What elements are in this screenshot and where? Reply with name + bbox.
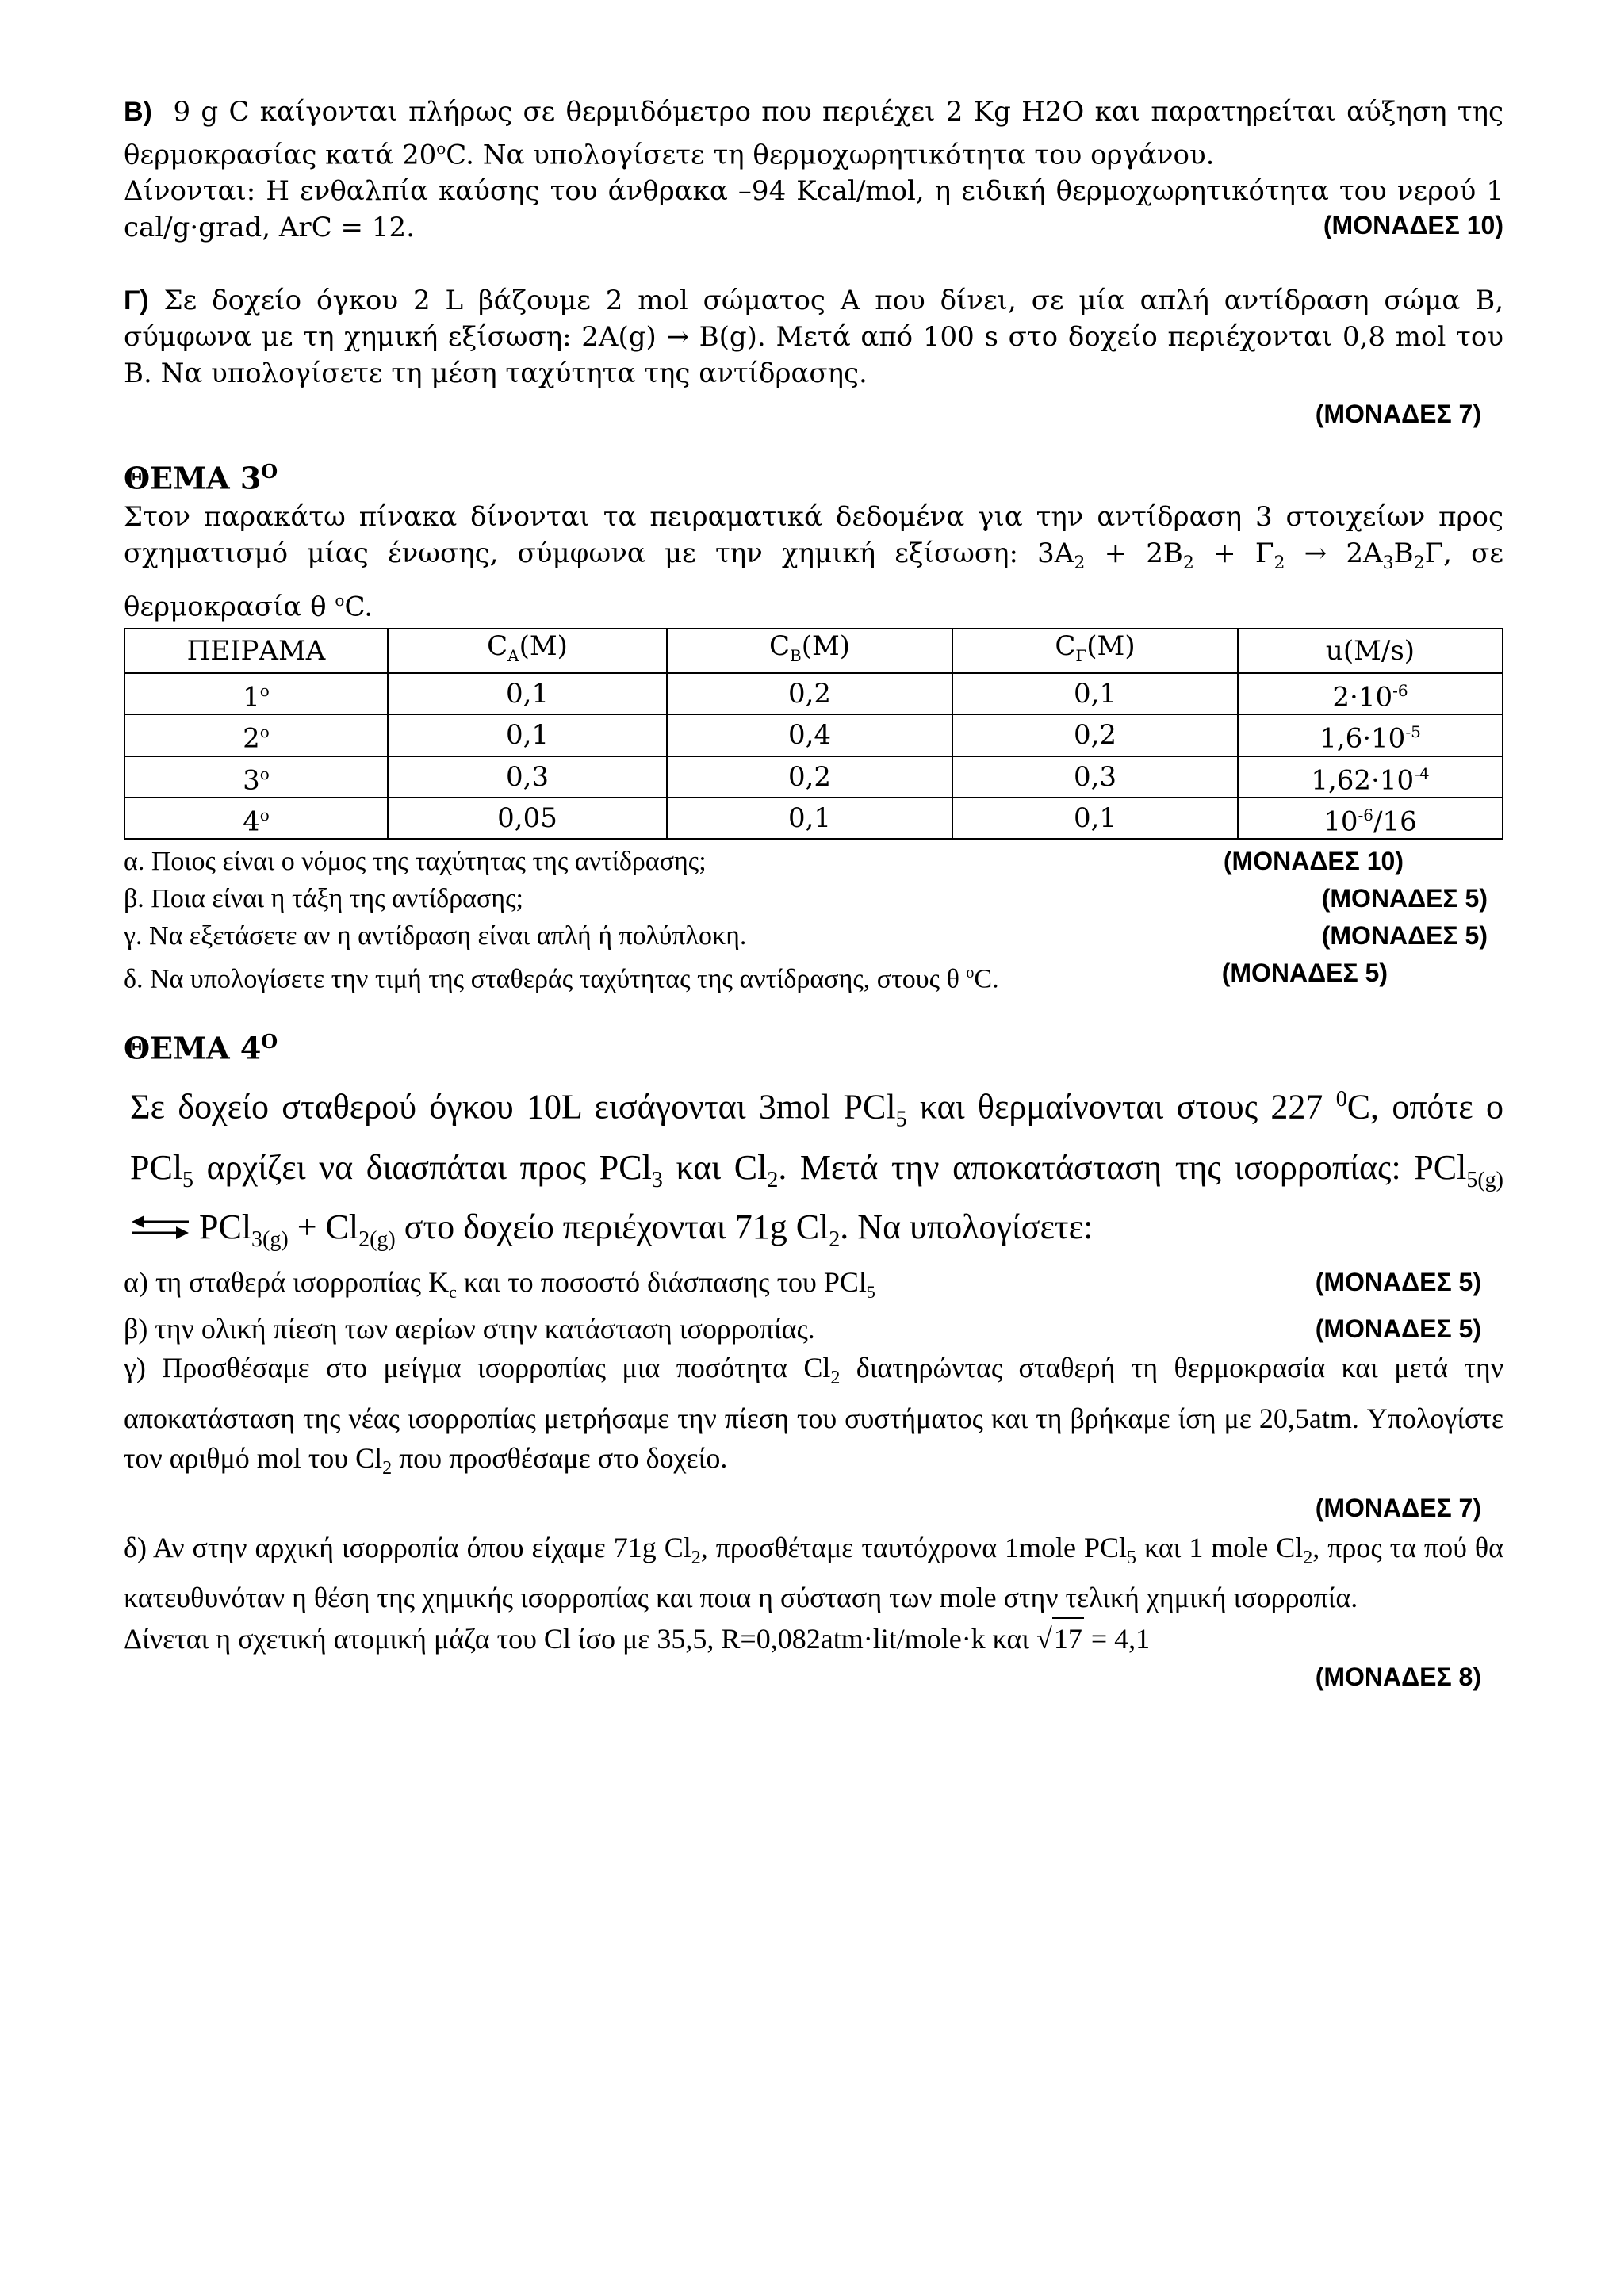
- question-4a: α) τη σταθερά ισορροπίας $K_c$ και το ποσοστό διάσπασης του PCl$_5$ (ΜΟΝΑΔΕΣ 5): [124, 1266, 1481, 1303]
- part-c-label: Γ): [124, 285, 149, 316]
- question-3c: γ. Να εξετάσετε αν η αντίδραση είναι απλή ή πολύπλοκη. (ΜΟΝΑΔΕΣ 5): [124, 921, 1488, 951]
- question-4d-marks: (ΜΟΝΑΔΕΣ 8): [1315, 1663, 1481, 1691]
- part-c-marks: (ΜΟΝΑΔΕΣ 7): [1315, 400, 1481, 429]
- header-ca: $C_A(M)$: [388, 629, 667, 673]
- table-row: $2^o$ 0,1 0,4 0,2 $1,6\cdot 10^{-5}$: [124, 714, 1503, 756]
- question-3a: α. Ποιος είναι ο νόμος της ταχύτητας της αντίδρασης; (ΜΟΝΑΔΕΣ 10): [124, 847, 1404, 877]
- theme-3-questions: [124, 843, 1503, 997]
- theme-3: [124, 452, 1503, 997]
- sqrt-icon: √: [1036, 1623, 1052, 1655]
- part-b-marks: (ΜΟΝΑΔΕΣ 10): [1323, 211, 1503, 240]
- question-4d: δ) Αν στην αρχική ισορροπία όπου είχαμε 71g $Cl_2$, προσθέταμε ταυτόχρονα 1mole PCl$_5$ και 1 mole $Cl_2$, προς τα πού θα κατευθυνόταν η θέση της χημικής ισορροπίας και ποια η σύσταση των mole στην τελική χημική ισορροπία.: [124, 1531, 1503, 1613]
- theme-4-title: ΘΕΜΑ $4^O$: [124, 1029, 278, 1066]
- question-4c: γ) Προσθέσαμε στο μείγμα ισορροπίας μια ποσότητα $Cl_2$ διατηρώντας σταθερή τη θερμοκρασία και μετά την αποκατάσταση της νέας ισορροπίας μετρήσαμε την πίεση του συστήματος και τη βρήκαμε ίση με 20,5atm. Υπολογίστε τον αριθμό mol του $Cl_2$ που προσθέσαμε στο δοχείο.: [124, 1352, 1503, 1479]
- part-c: [124, 282, 1503, 431]
- given-data: Δίνεται η σχετική ατομική μάζα του Cl ίσο με 35,5, R=0,082atm·lit/mole·k και √17 = 4,1: [124, 1617, 1503, 1659]
- table-row: $4^o$ 0,05 0,1 0,1 $10^{-6}/16$: [124, 798, 1503, 839]
- theme-3-title: ΘΕΜΑ $3^O$: [124, 460, 278, 496]
- exam-page: [124, 94, 1503, 1695]
- question-3d: δ. Να υπολογίσετε την τιμή της σταθεράς ταχύτητας της αντίδρασης, στους θ $^o$C. (ΜΟΝΑΔΕΣ 5): [124, 959, 1388, 994]
- header-experiment: ΠΕΙΡΑΜΑ: [124, 629, 388, 673]
- question-4b: β) την ολική πίεση των αερίων στην κατάσταση ισορροπίας. (ΜΟΝΑΔΕΣ 5): [124, 1313, 1481, 1345]
- theme-4-intro: Σε δοχείο σταθερού όγκου 10L εισάγονται 3mol PCl$_5$ και θερμαίνονται στους 227 $^0$C, οπότε ο PCl$_5$ αρχίζει να διασπάται προς PCl$_3$ και $Cl_2$. Μετά την αποκατάσταση της ισορροπίας: PCl$_{5(g)}$ $PCl_{3(g)} + Cl_{2(g)}$ στο δοχείο περιέχονται 71g $Cl_2$. Να υπολογίσετε:: [124, 1076, 1503, 1264]
- part-b-label: Β): [124, 97, 152, 127]
- question-4c-marks: (ΜΟΝΑΔΕΣ 7): [1315, 1493, 1481, 1522]
- question-3b: β. Ποια είναι η τάξη της αντίδρασης; (ΜΟΝΑΔΕΣ 5): [124, 884, 1488, 914]
- equilibrium-arrows-icon: [130, 1207, 190, 1254]
- header-u: u(M/s): [1238, 629, 1503, 673]
- table-row: $3^o$ 0,3 0,2 0,3 $1,62\cdot 10^{-4}$: [124, 756, 1503, 798]
- theme-4: [124, 1022, 1503, 1695]
- part-b-text: Β) 9 g C καίγονται πλήρως σε θερμιδόμετρο που περιέχει 2 Kg H2O και παρατηρείται αύξηση της θερμοκρασίας κατά $20^oC$. Να υπολογίσετε τη θερμοχωρητικότητα του οργάνου.: [124, 96, 1503, 171]
- part-b-given: Δίνονται: Η ενθαλπία καύσης του άνθρακα –94 Kcal/mol, η ειδική θερμοχωρητικότητα του νερού 1 cal/g·grad, ArC = 12.: [124, 175, 1503, 244]
- theme-3-intro: Στον παρακάτω πίνακα δίνονται τα πειραματικά δεδομένα για την αντίδραση 3 στοιχείων προς σχηματισμό μίας ένωσης, σύμφωνα με την χημική εξίσωση: $3A_2 + 2B_2 + \Gamma_2 \to 2A_3B_2\Gamma$, σε θερμοκρασία θ $^o$C.: [124, 500, 1504, 623]
- part-b: [124, 94, 1503, 246]
- part-c-text: Γ) Σε δοχείο όγκου 2 L βάζουμε 2 mol σώματος Α που δίνει, σε μία απλή αντίδραση σώμα Β, σύμφωνα με τη χημική εξίσωση: 2Α(g) → Β(g). Μετά από 100 s στο δοχείο περιέχονται 0,8 mol του Β. Να υπολογίσετε τη μέση ταχύτητα της αντίδρασης.: [124, 285, 1503, 390]
- header-cb: $C_B(M)$: [667, 629, 952, 673]
- experiment-table: [124, 628, 1503, 840]
- table-row: $1^o$ 0,1 0,2 0,1 $2\cdot 10^{-6}$: [124, 673, 1503, 714]
- header-cg: $C_\Gamma(M)$: [952, 629, 1238, 673]
- table-header-row: [124, 629, 1503, 673]
